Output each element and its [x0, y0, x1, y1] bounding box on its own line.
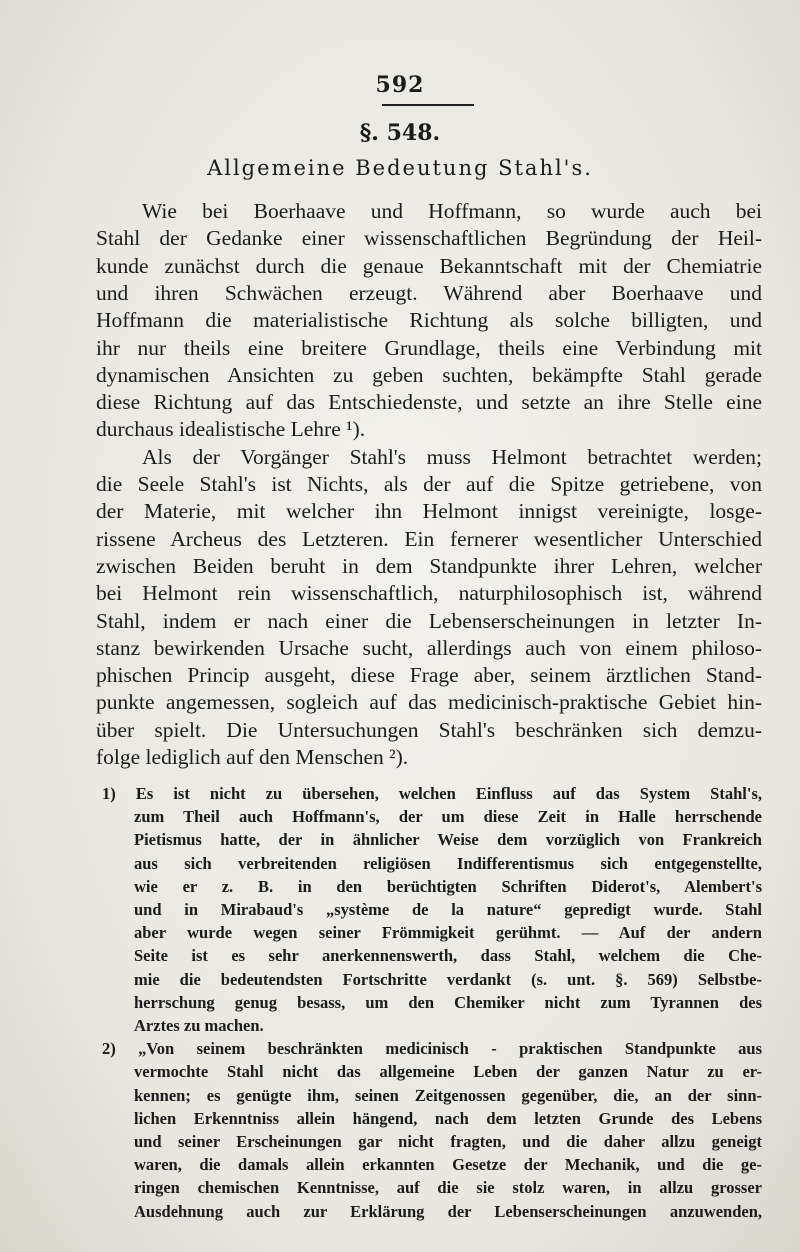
body-line: dynamischen Ansichten zu geben suchten, bekämpfte Stahl gerade — [96, 362, 762, 387]
body-line: Stahl der Gedanke einer wissenschaftlichen Begründung der Heil- — [96, 226, 762, 251]
body-line: stanz bewirkenden Ursache sucht, allerdings auch von einem philoso- — [96, 635, 762, 660]
footnote-line: waren, die damals allein erkannten Gesetze der Mechanik, und die ge- — [134, 1155, 762, 1175]
footnote-line: kennen; es genügte ihm, seinen Zeitgenossen gegenüber, die, an der sinn- — [134, 1085, 762, 1105]
footnote-line: aber wurde wegen seiner Frömmigkeit gerühmt. — Auf der andern — [134, 923, 762, 943]
footnote-line: Pietismus hatte, der in ähnlicher Weise dem vorzüglich von Frankreich — [134, 830, 762, 850]
footnote-line: ringen chemischen Kenntnisse, auf die sie stolz waren, in allzu grosser — [134, 1178, 762, 1198]
section-number: §. 548. — [359, 120, 441, 146]
footnote-line: Ausdehnung auch zur Erklärung der Lebenserscheinungen anzuwenden, — [134, 1201, 762, 1221]
footnote-line: 2) „Von seinem beschränkten medicinisch - praktischen Standpunkte aus — [102, 1039, 762, 1059]
body-line: über spielt. Die Untersuchungen Stahl's beschränken sich demzu- — [96, 717, 762, 742]
page-number: 592 — [375, 72, 425, 98]
body-line: und ihren Schwächen erzeugt. Während aber Boerhaave und — [96, 280, 762, 305]
footnote-line: zum Theil auch Hoffmann's, der um diese Zeit in Halle herrschende — [134, 807, 762, 827]
body-line: Wie bei Boerhaave und Hoffmann, so wurde auch bei — [142, 199, 762, 223]
footnote-line: 1) Es ist nicht zu übersehen, welchen Einfluss auf das System Stahl's, — [102, 784, 762, 803]
footnote-line: aus sich verbreitenden religiösen Indifferentismus sich entgegenstellte, — [134, 853, 762, 873]
body-line: ihr nur theils eine breitere Grundlage, theils eine Verbindung mit — [96, 335, 762, 360]
section-title: Allgemeine Bedeutung Stahl's. — [207, 156, 593, 180]
footnote-line: und seiner Erscheinungen gar nicht fragten, und die daher allzu geneigt — [134, 1132, 762, 1151]
body-line: rissene Archeus des Letzteren. Ein fernerer wesentlicher Unterschied — [96, 526, 762, 551]
body-line: Stahl, indem er nach einer die Lebenserscheinungen in letzter In- — [96, 608, 762, 633]
body-line: kunde zunächst durch die genaue Bekanntschaft mit der Chemiatrie — [96, 253, 762, 278]
body-line: bei Helmont rein wissenschaftlich, naturphilosophisch ist, während — [96, 581, 762, 606]
footnote-line: Seite ist es sehr anerkennenswerth, dass Stahl, welchem die Che- — [134, 946, 762, 966]
footnote-line: vermochte Stahl nicht das allgemeine Leben der ganzen Natur zu er- — [134, 1062, 762, 1082]
body-line: punkte angemessen, sogleich auf das medicinisch-praktische Gebiet hin- — [96, 690, 762, 715]
footnote-line: lichen Erkenntniss allein hängend, nach dem letzten Grunde des Lebens — [134, 1108, 762, 1128]
body-line: folge lediglich auf den Menschen ²). — [96, 745, 409, 769]
footnote-line: mie die bedeutendsten Fortschritte verdankt (s. unt. §. 569) Selbstbe- — [134, 969, 762, 989]
body-line: der Materie, mit welcher ihn Helmont innigst vereinigte, losge- — [96, 499, 762, 524]
footnote-line: herrschung genug besass, um den Chemiker nicht zum Tyrannen des — [134, 992, 762, 1012]
body-line: die Seele Stahl's ist Nichts, als der auf die Spitze getriebene, von — [96, 472, 762, 496]
body-line: durchaus idealistische Lehre ¹). — [96, 417, 366, 442]
body-line: diese Richtung auf das Entschiedenste, und setzte an ihre Stelle eine — [96, 390, 762, 415]
footnote-line: wie er z. B. in den berüchtigten Schriften Diderot's, Alembert's — [134, 876, 762, 896]
footnote-line: und in Mirabaud's „système de la nature“ gepredigt wurde. Stahl — [134, 900, 762, 919]
body-line: zwischen Beiden beruht in dem Standpunkte ihrer Lehren, welcher — [96, 553, 762, 578]
footnote-line: Arztes zu machen. — [134, 1016, 264, 1035]
body-line: Hoffmann die materialistische Richtung als solche billigten, und — [96, 308, 762, 333]
header-rule — [382, 104, 474, 106]
body-line: phischen Princip ausgeht, diese Frage aber, seinem ärztlichen Stand- — [96, 663, 762, 688]
body-line: Als der Vorgänger Stahl's muss Helmont betrachtet werden; — [142, 444, 762, 469]
